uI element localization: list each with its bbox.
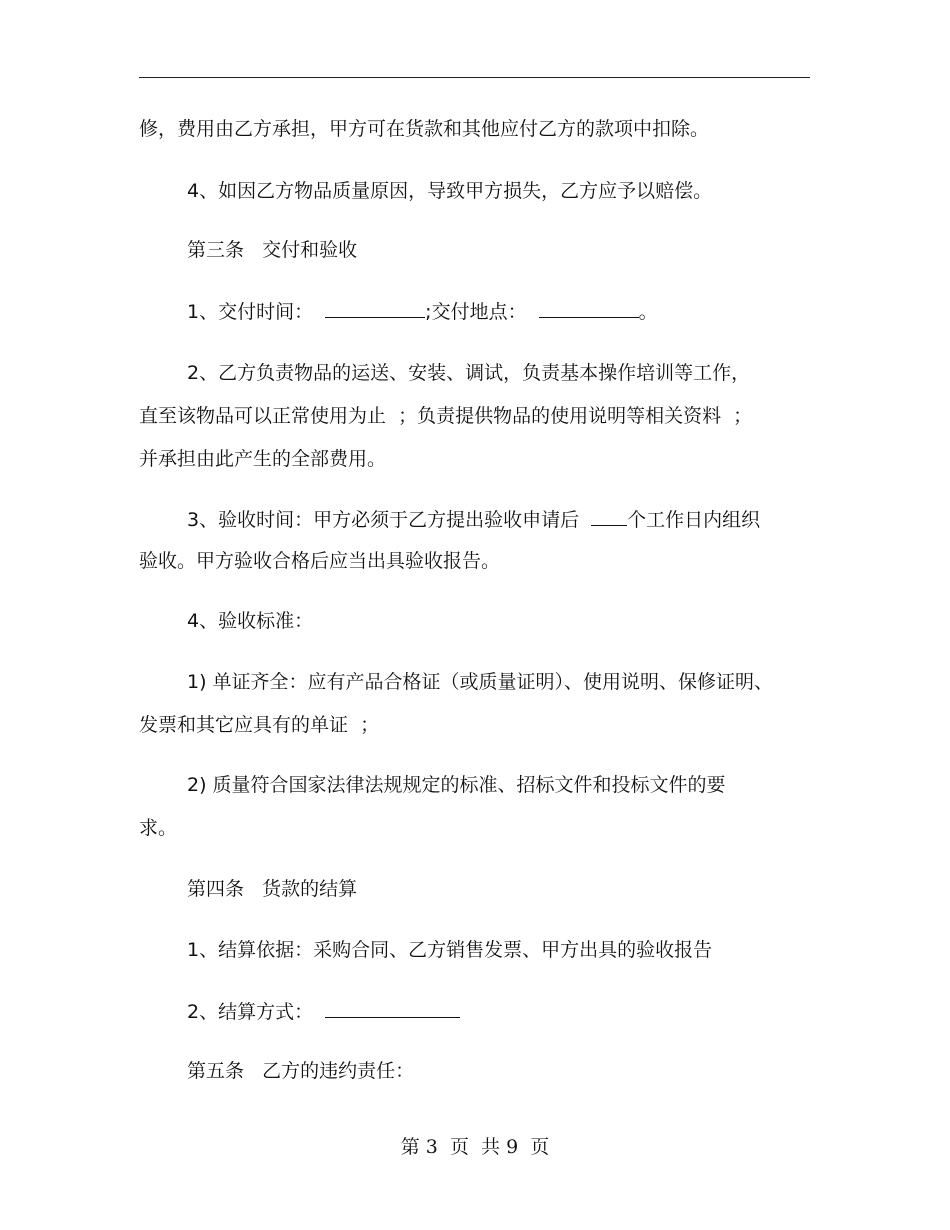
paragraph-line: 1、结算依据：采购合同、乙方销售发票、甲方出具的验收报告 bbox=[187, 939, 713, 961]
paragraph-line: 修，费用由乙方承担，甲方可在货款和其他应付乙方的款项中扣除。 bbox=[139, 118, 710, 140]
section-heading-4: 第四条 货款的结算 bbox=[187, 878, 358, 900]
settlement-method-blank bbox=[325, 999, 460, 1018]
delivery-place-blank bbox=[539, 299, 639, 318]
settlement-method-line: 2、结算方式： bbox=[187, 999, 460, 1024]
working-days-blank bbox=[591, 507, 627, 526]
section-heading-3: 第三条 交付和验收 bbox=[187, 239, 358, 261]
acceptance-time-line: 3、验收时间：甲方必须于乙方提出验收申请后 个工作日内组织 bbox=[187, 509, 761, 531]
paragraph-line: 4、验收标准： bbox=[187, 610, 314, 632]
paragraph-line: 2) 质量符合国家法律法规规定的标准、招标文件和投标文件的要 bbox=[187, 774, 726, 796]
paragraph-line: 验收。甲方验收合格后应当出具验收报告。 bbox=[139, 550, 501, 572]
paragraph-line: 并承担由此产生的全部费用。 bbox=[139, 448, 387, 470]
section-heading-5: 第五条 乙方的违约责任： bbox=[187, 1060, 415, 1082]
paragraph-line: 直至该物品可以正常使用为止 ；负责提供物品的使用说明等相关资料 ； bbox=[139, 405, 753, 427]
paragraph-line: 1) 单证齐全：应有产品合格证（或质量证明）、使用说明、保修证明、 bbox=[187, 671, 774, 693]
delivery-line: 1、交付时间： ;交付地点： 。 bbox=[187, 301, 658, 323]
delivery-time-blank bbox=[325, 299, 425, 318]
paragraph-line: 2、乙方负责物品的运送、安装、调试，负责基本操作培训等工作， bbox=[187, 362, 751, 384]
header-rule bbox=[139, 77, 810, 78]
paragraph-line: 求。 bbox=[139, 817, 178, 839]
page-footer: 第 3 页 共 9 页 bbox=[400, 1136, 550, 1158]
paragraph-line: 4、如因乙方物品质量原因，导致甲方损失，乙方应予以赔偿。 bbox=[187, 180, 713, 202]
paragraph-line: 发票和其它应具有的单证 ； bbox=[139, 714, 380, 736]
